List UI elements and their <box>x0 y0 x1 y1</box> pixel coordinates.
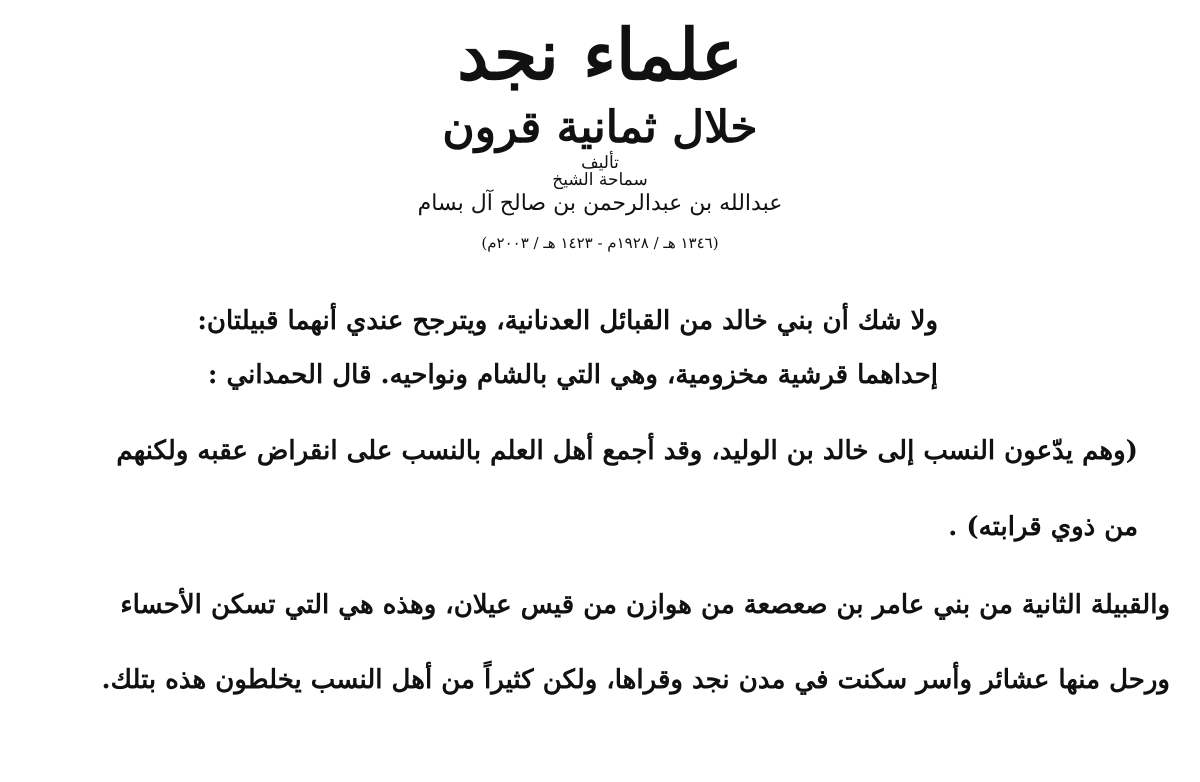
body-line-1: ولا شك أن بني خالد من القبائل العدنانية، ويترجح عندي أنهما قبيلتان: <box>197 306 938 336</box>
author-honorific: سماحة الشيخ <box>552 170 648 190</box>
body-line-3: (وهم يدّعون النسب إلى خالد بن الوليد، وقد أجمع أهل العلم بالنسب على انقراض عقبه ولكنهم <box>116 436 1138 466</box>
author-name: عبدالله بن عبدالرحمن بن صالح آل بسام <box>417 191 783 216</box>
book-title: علماء نجد <box>457 13 743 96</box>
body-line-2: إحداهما قرشية مخزومية، وهي التي بالشام ونواحيه. قال الحمداني : <box>207 360 938 390</box>
author-caption: تأليف <box>581 153 619 173</box>
body-line-5: والقبيلة الثانية من بني عامر بن صعصعة من هوازن من قيس عيلان، وهذه هي التي تسكن الأحساء <box>120 590 1170 620</box>
book-subtitle: خلال ثمانية قرون <box>442 102 758 153</box>
body-line-6: ورحل منها عشائر وأسر سكنت في مدن نجد وقراها، ولكن كثيراً من أهل النسب يخلطون هذه بتلك. <box>101 665 1170 695</box>
body-line-4: من ذوي قرابته) . <box>948 512 1138 542</box>
author-dates: (١٣٤٦ هـ / ١٩٢٨م - ١٤٢٣ هـ / ٢٠٠٣م) <box>481 234 719 252</box>
